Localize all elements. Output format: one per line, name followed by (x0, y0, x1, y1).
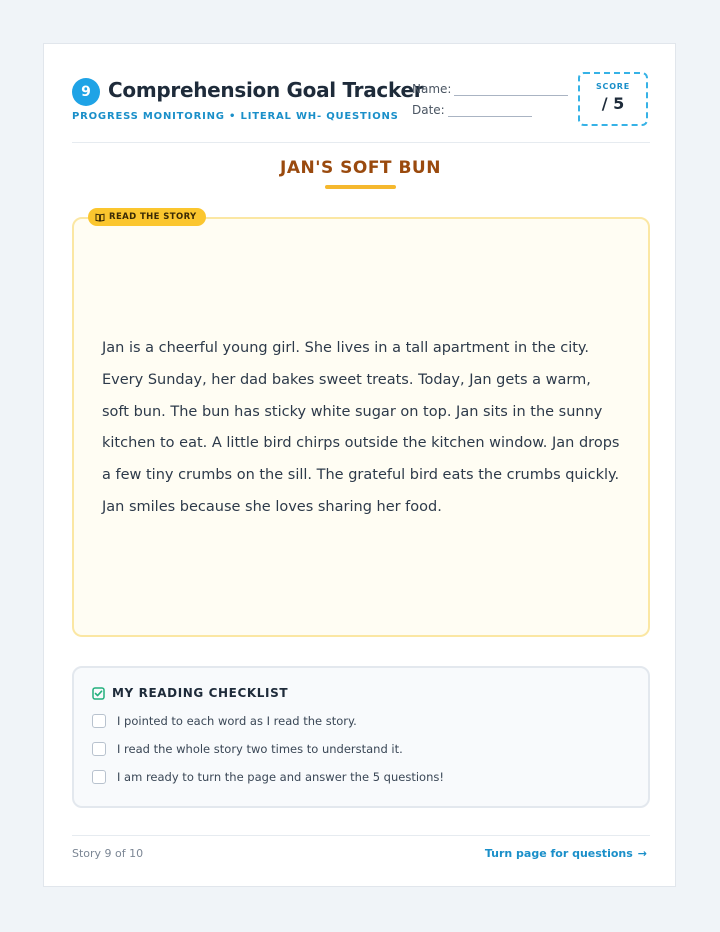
score-label: SCORE (595, 82, 631, 91)
checklist-item[interactable] (92, 742, 403, 756)
story-progress: Story 9 of 10 (72, 847, 144, 860)
name-field[interactable] (412, 82, 568, 96)
arrow-right-icon: → (637, 847, 647, 860)
date-field[interactable] (412, 103, 532, 117)
checklist-item-label: I pointed to each word as I read the story. (117, 714, 357, 728)
checkbox[interactable] (92, 742, 106, 756)
checkbox[interactable] (92, 714, 106, 728)
name-label: Name: (412, 82, 452, 96)
checklist-title (92, 686, 288, 700)
story-number-badge: 9 (72, 78, 100, 106)
score-box (578, 72, 648, 126)
book-icon (95, 213, 105, 222)
title-underline (325, 185, 396, 189)
story-card (72, 217, 650, 637)
read-the-story-tag (88, 208, 206, 226)
story-tag-label: READ THE STORY (109, 212, 197, 222)
reading-checklist (72, 666, 650, 808)
header (72, 72, 650, 142)
header-divider (72, 142, 650, 143)
score-value: / 5 (601, 94, 625, 113)
name-line[interactable] (454, 85, 568, 96)
checklist-item-label: I am ready to turn the page and answer the 5 questions! (117, 770, 444, 784)
checklist-item-label: I read the whole story two times to understand it. (117, 742, 403, 756)
footer-divider (72, 835, 650, 836)
turn-page-link[interactable] (485, 847, 647, 860)
checkbox[interactable] (92, 770, 106, 784)
checklist-item[interactable] (92, 770, 444, 784)
worksheet-page (43, 43, 676, 887)
story-text: Jan is a cheerful young girl. She lives in a tall apartment in the city. Every Sunday, her dad bakes sweet treats. Today, Jan gets a warm, soft bun. The bun has sticky white sugar on top. Jan sits in the sunny kitchen to eat. A little bird chirps outside the kitchen window. Jan drops a few tiny crumbs on the sill. The grateful bird eats the crumbs quickly. Jan smiles because she loves sharing her food. (102, 340, 620, 515)
turn-page-label: Turn page for questions (484, 847, 633, 860)
checklist-item[interactable] (92, 714, 357, 728)
date-line[interactable] (448, 106, 532, 117)
date-label: Date: (412, 103, 445, 117)
story-title: JAN'S SOFT BUN (280, 158, 441, 178)
checklist-title-label: MY READING CHECKLIST (112, 686, 289, 700)
checkbox-checked-icon (92, 687, 105, 700)
page-title: Comprehension Goal Tracker (108, 78, 424, 102)
page-subtitle: PROGRESS MONITORING • LITERAL WH- QUESTIONS (72, 111, 399, 122)
